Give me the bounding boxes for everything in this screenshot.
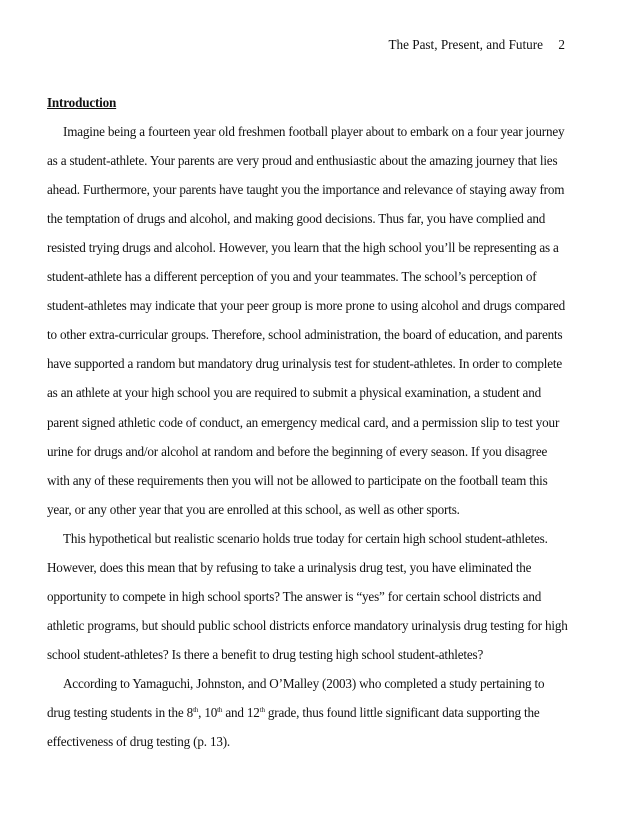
text-fragment: and 12 [222, 704, 260, 720]
running-head-title: The Past, Present, and Future [388, 37, 543, 52]
ordinal-superscript: th [193, 705, 199, 714]
ordinal-superscript: th [259, 705, 265, 714]
text-line: school student-athletes? Is there a benefit to drug testing high school student-athletes? [47, 646, 484, 662]
text-line: However, does this mean that by refusing to take a urinalysis drug test, you have eliminated the [47, 559, 532, 575]
text-line: as an athlete at your high school you are required to submit a physical examination, a student and [47, 385, 541, 401]
page-number: 2 [558, 37, 565, 52]
text-line: athletic programs, but should public school districts enforce mandatory urinalysis drug testing for high [47, 617, 568, 633]
text-fragment: , 10 [198, 704, 218, 720]
paragraph-2 [47, 524, 593, 669]
text-line: ahead. Furthermore, your parents have taught you the importance and relevance of staying away from [47, 182, 565, 198]
text-line: the temptation of drugs and alcohol, and making good decisions. Thus far, you have complied and [47, 211, 546, 227]
text-line: parent signed athletic code of conduct, an emergency medical card, and a permission slip to test your [47, 414, 560, 430]
text-line: resisted trying drugs and alcohol. However, you learn that the high school you’ll be representing as a [47, 240, 559, 256]
text-line: According to Yamaguchi, Johnston, and O’Malley (2003) who completed a study pertaining to [63, 675, 545, 691]
text-line: to other extra-curricular groups. Therefore, school administration, the board of education, and parents [47, 327, 563, 343]
text-line: urine for drugs and/or alcohol at random and before the beginning of every season. If you disagree [47, 443, 548, 459]
text-line: This hypothetical but realistic scenario holds true today for certain high school student-athletes. [63, 530, 548, 546]
ordinal-superscript: th [217, 705, 223, 714]
text-fragment: drug testing students in the 8 [47, 704, 194, 720]
paragraph-1 [47, 117, 593, 524]
document-body [47, 88, 593, 756]
text-line: opportunity to compete in high school sports? The answer is “yes” for certain school districts and [47, 588, 542, 604]
text-line: student-athletes may indicate that your peer group is more prone to using alcohol and drugs compared [47, 298, 566, 314]
text-fragment: grade, thus found little significant data supporting the [264, 704, 540, 720]
text-line: have supported a random but mandatory drug urinalysis test for student-athletes. In order to complete [47, 356, 562, 372]
text-line-with-superscripts [47, 698, 593, 727]
paragraph-3 [47, 669, 593, 756]
section-heading: Introduction [47, 95, 117, 110]
text-line: Imagine being a fourteen year old freshmen football player about to embark on a four year journey [63, 124, 565, 140]
text-line: year, or any other year that you are enrolled at this school, as well as other sports. [47, 501, 460, 517]
text-line: as a student-athlete. Your parents are very proud and enthusiastic about the amazing journey that lies [47, 153, 558, 169]
text-line: effectiveness of drug testing (p. 13). [47, 734, 231, 750]
text-line: student-athlete has a different perception of you and your teammates. The school’s perception of [47, 269, 537, 285]
text-line: with any of these requirements then you will not be allowed to participate on the football team this [47, 472, 548, 488]
